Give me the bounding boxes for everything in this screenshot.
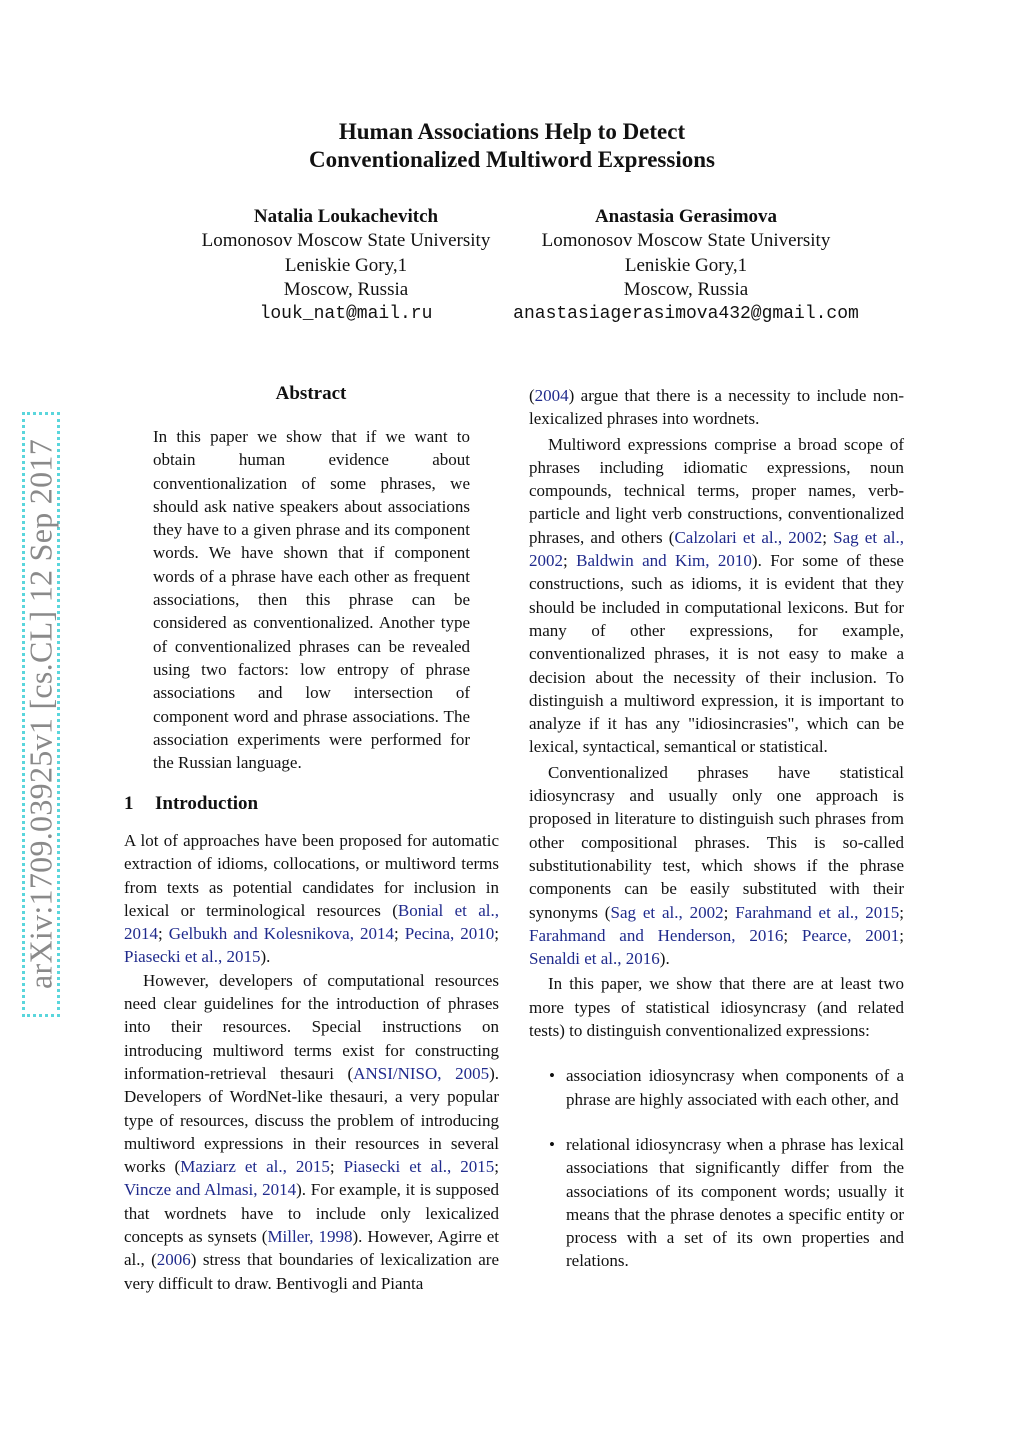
author-address: Leniskie Gory,1	[284, 254, 408, 276]
citation-link[interactable]: Pecina, 2010	[404, 924, 495, 944]
left-column	[124, 829, 499, 1295]
author-city: Moscow, Russia	[283, 278, 409, 300]
author-city: Moscow, Russia	[623, 278, 749, 300]
title-line-2: Conventionalized Multiword Expressions	[309, 147, 715, 172]
abstract-heading: Abstract	[275, 383, 347, 404]
intro-paragraph-2: However, developers of computational resources need clear guidelines for the introduction of phrases into their resources. Special instructions on introducing multiword terms exist for constructing information-retrieval thesauri (ANSI/NISO, 2005). Developers of WordNet-like thesauri, a very popular type of resources, discuss the problem of introducing multiword expressions in their resources in several works (Maziarz et al., 2015; Piasecki et al., 2015; Vincze and Almasi, 2014). For example, it is supposed that wordnets have to include only lexicalized concepts as synsets (Miller, 1998). However, Agirre et al., (2006) stress that boundaries of lexicalization are very difficult to draw. Bentivogli and Pianta	[124, 970, 500, 1293]
title-line-1: Human Associations Help to Detect	[338, 119, 686, 144]
citation-link[interactable]: Pearce, 2001	[801, 925, 900, 945]
citation-link[interactable]: Sag et al., 2002	[529, 527, 904, 571]
citation-link[interactable]: Baldwin and Kim, 2010	[576, 551, 752, 571]
section-number: 1	[124, 793, 134, 814]
list-item: • association idiosyncrasy when components of a phrase are highly associated with each other, and	[549, 1066, 904, 1109]
paper-title	[0, 118, 1024, 174]
citation-link[interactable]: Bonial et al., 2014	[124, 900, 499, 944]
intro-paragraph-4: Conventionalized phrases have statistical idiosyncrasy and usually only one approach is proposed in literature to distinguish such phrases from other compositional phrases. This is so-called substitutionability test, which shows if the phrase components can be easily substituted with their synonyms (Sag et al., 2002; Farahmand et al., 2015; Farahmand and Henderson, 2016; Pearce, 2001; Senaldi et al., 2016).	[529, 762, 905, 969]
intro-paragraph-5: In this paper, we show that there are at least two more types of statistical idiosyncrasy (and related tests) to distinguish conventionalized expressions:	[529, 974, 904, 1041]
citation-link[interactable]: Piasecki et al., 2015	[343, 1157, 495, 1177]
bullet-icon: •	[549, 1066, 555, 1086]
citation-link[interactable]: Senaldi et al., 2016	[529, 949, 660, 969]
author-block-1	[176, 205, 516, 326]
author-block-2	[478, 205, 894, 326]
author-address: Leniskie Gory,1	[624, 254, 748, 276]
idiosyncrasy-list	[529, 1064, 904, 1272]
citation-link[interactable]: ANSI/NISO, 2005	[353, 1063, 490, 1083]
bullet-icon: •	[549, 1134, 555, 1154]
citation-link[interactable]: Calzolari et al., 2002	[674, 527, 823, 547]
intro-paragraph-3: Multiword expressions comprise a broad scope of phrases including idiomatic expressions, noun compounds, technical terms, proper names, verb-particle and light verb constructions, conventionalized phrases, and others (Calzolari et al., 2002; Sag et al., 2002; Baldwin and Kim, 2010). For some of these constructions, such as idioms, it is evident that they should be included in computational lexicons. But for many of other expressions, for example, conventionalized phrases, it is not easy to make a decision about the necessity of their inclusion. To distinguish a multiword expression, it is important to analyze if it has any "idiosincrasies", which can be lexical, syntactical, semantical or statistical.	[529, 434, 904, 757]
intro-paragraph-1: A lot of approaches have been proposed for automatic extraction of idioms, collocations, or multiword terms from texts as potential candidates for inclusion in lexical or terminological resources (Bonial et al., 2014; Gelbukh and Kolesnikova, 2014; Pecina, 2010; Piasecki et al., 2015).	[124, 831, 499, 967]
author-email[interactable]: anastasiagerasimova432@gmail.com	[513, 304, 859, 325]
section-heading	[124, 793, 258, 815]
author-email[interactable]: louk_nat@mail.ru	[259, 304, 433, 325]
citation-link[interactable]: Sag et al., 2002	[610, 902, 724, 922]
section-title: Introduction	[155, 793, 259, 814]
author-affiliation: Lomonosov Moscow State University	[541, 230, 831, 252]
citation-link[interactable]: Vincze and Almasi, 2014	[124, 1180, 297, 1200]
author-name: Natalia Loukachevitch	[253, 206, 439, 227]
abstract-text: In this paper we show that if we want to obtain human evidence about conventionalization of some phrases, we should ask native speakers about associations they have to a given phrase and its component words. We have shown that if component words of a phrase have each other as frequent associations, then this phrase can be considered as conventionalized. Another type of conventionalized phrases can be revealed using two factors: low entropy of phrase associations and low intersection of component word and phrase associations. The association experiments were performed for the Russian language.	[153, 427, 470, 773]
intro-paragraph-2-cont: (2004) argue that there is a necessity to include non-lexicalized phrases into wordnets.	[529, 386, 904, 429]
citation-link[interactable]: Maziarz et al., 2015	[180, 1157, 330, 1177]
author-name: Anastasia Gerasimova	[594, 206, 778, 227]
author-affiliation: Lomonosov Moscow State University	[201, 230, 491, 252]
citation-link[interactable]: 2006	[156, 1250, 191, 1270]
arxiv-identifier[interactable]: arXiv:1709.03925v1 [cs.CL] 12 Sep 2017	[22, 438, 59, 990]
right-column	[529, 384, 904, 1273]
citation-link[interactable]: Farahmand and Henderson, 2016	[529, 925, 784, 945]
citation-link[interactable]: Piasecki et al., 2015	[124, 947, 261, 967]
citation-link[interactable]: Gelbukh and Kolesnikova, 2014	[168, 924, 394, 944]
citation-link[interactable]: Farahmand et al., 2015	[735, 902, 900, 922]
list-item: • relational idiosyncrasy when a phrase has lexical associations that significantly differ from the associations of its component words; usually it means that the phrase denotes a specific entity or process with a set of its own properties and relations.	[549, 1134, 904, 1271]
citation-link[interactable]: 2004	[534, 386, 569, 405]
citation-link[interactable]: Miller, 1998	[267, 1227, 353, 1247]
